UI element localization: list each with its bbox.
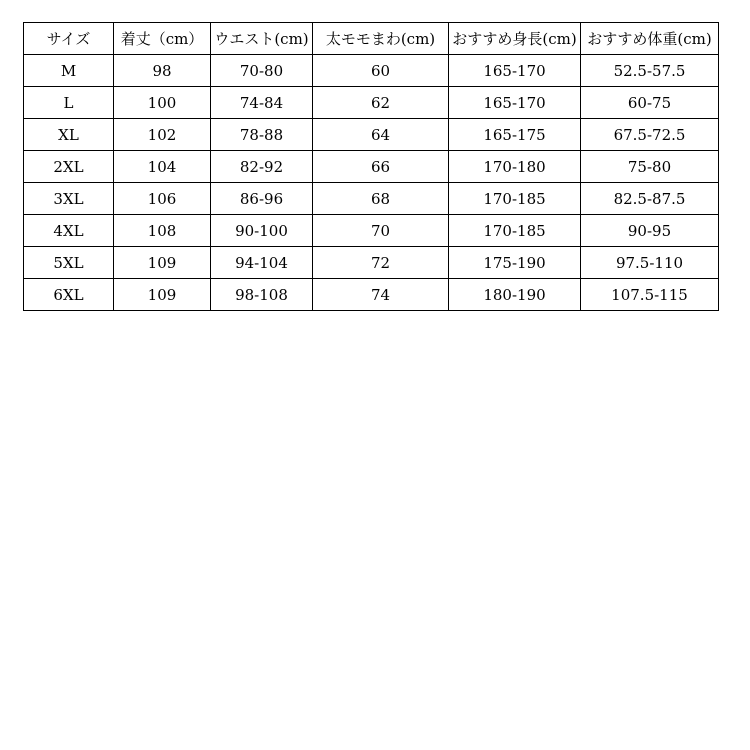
- table-cell: 90-100: [211, 215, 313, 247]
- table-cell: 62: [313, 87, 449, 119]
- table-cell: 100: [114, 87, 211, 119]
- size-chart-table: [23, 22, 719, 311]
- table-cell: 82-92: [211, 151, 313, 183]
- table-cell: 165-175: [449, 119, 581, 151]
- table-cell: 78-88: [211, 119, 313, 151]
- table-cell: 170-185: [449, 183, 581, 215]
- column-header: おすすめ体重(cm): [581, 23, 719, 55]
- table-cell: 102: [114, 119, 211, 151]
- size-label-cell: 6XL: [24, 279, 114, 311]
- column-header: サイズ: [24, 23, 114, 55]
- table-cell: 108: [114, 215, 211, 247]
- table-cell: 165-170: [449, 55, 581, 87]
- table-cell: 106: [114, 183, 211, 215]
- table-cell: 60: [313, 55, 449, 87]
- table-cell: 66: [313, 151, 449, 183]
- table-row: [24, 55, 719, 87]
- size-label-cell: 5XL: [24, 247, 114, 279]
- table-cell: 180-190: [449, 279, 581, 311]
- table-cell: 52.5-57.5: [581, 55, 719, 87]
- table-cell: 90-95: [581, 215, 719, 247]
- table-cell: 98: [114, 55, 211, 87]
- table-cell: 68: [313, 183, 449, 215]
- table-cell: 64: [313, 119, 449, 151]
- column-header: 太モモまわ(cm): [313, 23, 449, 55]
- table-row: [24, 119, 719, 151]
- size-label-cell: L: [24, 87, 114, 119]
- column-header: おすすめ身長(cm): [449, 23, 581, 55]
- table-cell: 74: [313, 279, 449, 311]
- table-cell: 98-108: [211, 279, 313, 311]
- table-cell: 70-80: [211, 55, 313, 87]
- table-row: [24, 215, 719, 247]
- table-cell: 104: [114, 151, 211, 183]
- table-cell: 72: [313, 247, 449, 279]
- table-cell: 75-80: [581, 151, 719, 183]
- table-row: [24, 247, 719, 279]
- table-body: [24, 55, 719, 311]
- table-cell: 67.5-72.5: [581, 119, 719, 151]
- column-header: 着丈（cm）: [114, 23, 211, 55]
- table-cell: 60-75: [581, 87, 719, 119]
- size-label-cell: M: [24, 55, 114, 87]
- table-cell: 170-180: [449, 151, 581, 183]
- table-cell: 170-185: [449, 215, 581, 247]
- table-row: [24, 151, 719, 183]
- table-row: [24, 183, 719, 215]
- size-label-cell: XL: [24, 119, 114, 151]
- table-cell: 82.5-87.5: [581, 183, 719, 215]
- table-cell: 107.5-115: [581, 279, 719, 311]
- table-cell: 94-104: [211, 247, 313, 279]
- table-cell: 86-96: [211, 183, 313, 215]
- size-label-cell: 2XL: [24, 151, 114, 183]
- header-row: [24, 23, 719, 55]
- table-cell: 175-190: [449, 247, 581, 279]
- table-cell: 165-170: [449, 87, 581, 119]
- column-header: ウエスト(cm): [211, 23, 313, 55]
- table-cell: 97.5-110: [581, 247, 719, 279]
- table-row: [24, 279, 719, 311]
- table-cell: 109: [114, 279, 211, 311]
- table-row: [24, 87, 719, 119]
- size-label-cell: 4XL: [24, 215, 114, 247]
- table-cell: 70: [313, 215, 449, 247]
- table-cell: 109: [114, 247, 211, 279]
- size-label-cell: 3XL: [24, 183, 114, 215]
- table-cell: 74-84: [211, 87, 313, 119]
